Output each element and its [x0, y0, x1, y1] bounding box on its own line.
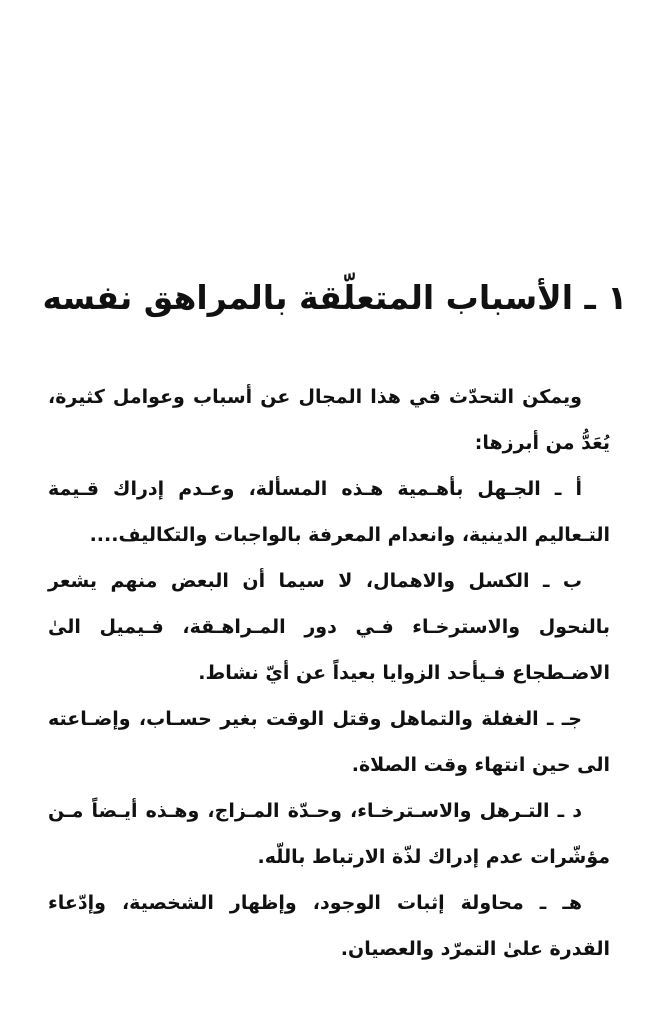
- list-item-ha: هـ ـ محاولة إثبات الوجود، وإظهار الشخصية، وإدّعاء القدرة علىٰ التمرّد والعصيان.: [48, 892, 610, 960]
- intro-paragraph: ويمكن التحدّث في هذا المجال عن أسباب وعوامل كثيرة، يُعَدُّ من أبرزها:: [48, 386, 610, 454]
- list-item-ba: ب ـ الكسل والاهمال، لا سيما أن البعض منهم يشعر بالنحول والاسترخـاء فـي دور المـراهـقة، فـيميل الىٰ الاضـطجاع فـيأحد الزوايا بعيداً عن أيّ نشاط.: [48, 570, 610, 684]
- section-heading: ١ ـ الأسباب المتعلّقة بالمراهق نفسه: [42, 278, 628, 317]
- list-item-alif: أ ـ الجـهل بأهـمية هـذه المسألة، وعـدم إدراك قـيمة التـعاليم الدينية، وانعدام المعرفة بالواجبات والتكاليف....: [48, 478, 610, 546]
- list-item-dal: د ـ التـرهل والاسـترخـاء، وحـدّة المـزاج، وهـذه أيـضاً مـن مؤشّرات عدم إدراك لذّة الارتباط باللّه.: [48, 800, 610, 868]
- list-item-jim: جـ ـ الغفلة والتماهل وقتل الوقت بغير حسـاب، وإضـاعته الى حين انتهاء وقت الصلاة.: [48, 708, 610, 776]
- body-text: [48, 374, 610, 972]
